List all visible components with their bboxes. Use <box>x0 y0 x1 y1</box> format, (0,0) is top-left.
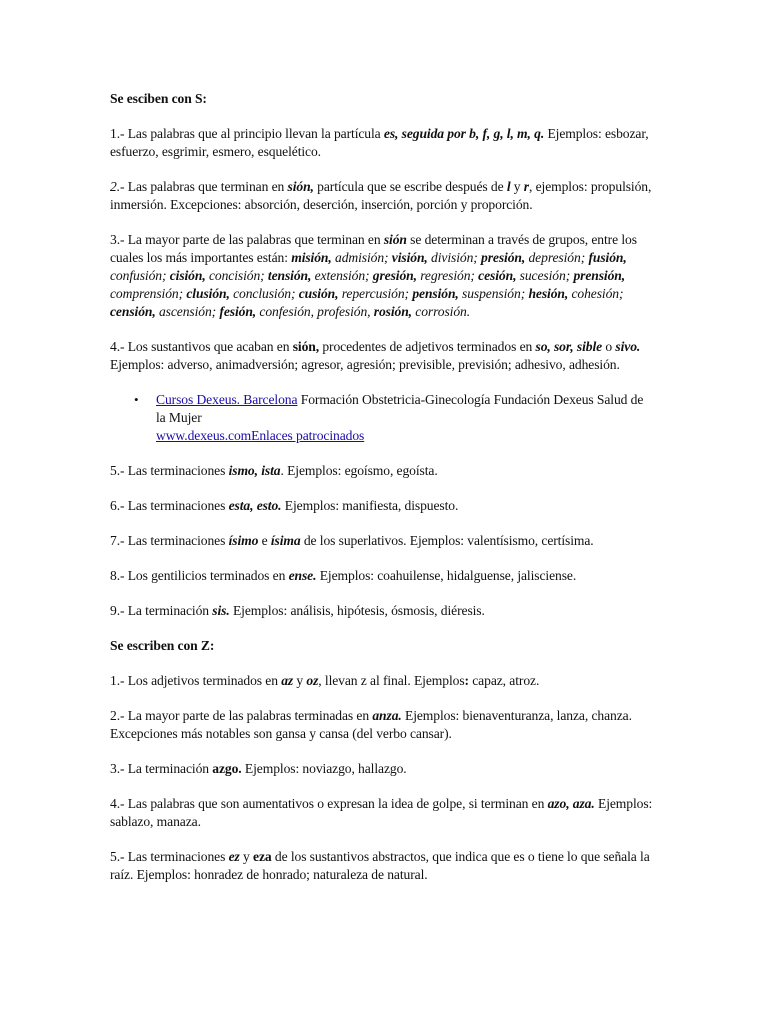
rule-text: Ejemplos: bienaventuranza, lanza, chanza. Excepciones más notables son gansa y cansa (del verbo cansar). <box>110 708 632 741</box>
suffix-group-example: división; <box>427 250 478 265</box>
rule-text: . Ejemplos: egoísmo, egoísta. <box>280 463 438 478</box>
rule-text: 3.- La mayor parte de las palabras que terminan en <box>110 232 384 247</box>
rule-emphasis: sión, <box>287 179 314 194</box>
rule-emphasis: sión, <box>292 339 320 354</box>
rule-emphasis: ez <box>228 849 240 864</box>
rule-text: 5.- Las terminaciones <box>110 463 229 478</box>
rule-emphasis: azgo. <box>212 761 242 776</box>
rule-text: Ejemplos: manifiesta, dispuesto. <box>281 498 459 513</box>
section-heading-z: Se escriben con Z: <box>110 638 215 653</box>
rule-emphasis: oz <box>306 673 319 688</box>
rule-emphasis: ísimo <box>228 533 259 548</box>
suffix-group-example: admisión; <box>331 250 389 265</box>
rule-text: 2.- La mayor parte de las palabras terminadas en <box>110 708 373 723</box>
rule-s-2 <box>110 178 655 214</box>
suffix-group-stem: tensión, <box>267 268 312 283</box>
rule-text: o <box>602 339 616 354</box>
rule-text: capaz, atroz. <box>468 673 540 688</box>
suffix-group-example: repercusión; <box>338 286 409 301</box>
rule-emphasis: eza <box>253 849 272 864</box>
suffix-group-stem: presión, <box>481 250 526 265</box>
suffix-group-example: sucesión; <box>516 268 571 283</box>
rule-text: Ejemplos: análisis, hipótesis, ósmosis, diéresis. <box>229 603 485 618</box>
suffix-group-stem: cusión, <box>298 286 339 301</box>
rule-emphasis: sivo. <box>615 339 641 354</box>
rule-text: 8.- Los gentilicios terminados en <box>110 568 289 583</box>
suffix-group-stem: censión, <box>110 304 156 319</box>
rule-z-1 <box>110 672 655 690</box>
suffix-group-example: concisión; <box>205 268 265 283</box>
rule-s-1 <box>110 125 655 161</box>
rule-text: 1.- Los adjetivos terminados en <box>110 673 282 688</box>
suffix-group-stem: visión, <box>391 250 428 265</box>
rule-emphasis: r <box>523 179 529 194</box>
suffix-group-stem: cesión, <box>478 268 517 283</box>
suffix-group-stem: cisión, <box>169 268 206 283</box>
rule-text: 3.- La terminación <box>110 761 213 776</box>
rule-text: 6.- Las terminaciones <box>110 498 229 513</box>
rule-text: e <box>258 533 271 548</box>
rule-emphasis: l <box>506 179 511 194</box>
suffix-group-example: confusión; <box>110 268 167 283</box>
rule-text: Ejemplos: coahuilense, hidalguense, jalisciense. <box>316 568 577 583</box>
suffix-group-stem: gresión, <box>372 268 417 283</box>
rule-s-5 <box>110 462 655 480</box>
rule-z-5 <box>110 848 655 884</box>
rule-text: 9.- La terminación <box>110 603 213 618</box>
suffix-group-example: regresión; <box>416 268 475 283</box>
rule-text: Ejemplos: esbozar, esfuerzo, esgrimir, esmero, esquelético. <box>110 126 649 159</box>
document-body <box>110 90 655 901</box>
suffix-group-example: conclusión; <box>229 286 296 301</box>
rule-s-6 <box>110 497 655 515</box>
rule-text: Ejemplos: noviazgo, hallazgo. <box>241 761 407 776</box>
bullet-icon: • <box>134 392 139 407</box>
rule-emphasis: ismo, ista <box>228 463 281 478</box>
suffix-group-example: confesión, profesión, <box>256 304 371 319</box>
suffix-group-stem: pensión, <box>412 286 459 301</box>
rule-emphasis: az <box>281 673 294 688</box>
rule-s-3 <box>110 231 655 321</box>
rule-z-2 <box>110 707 655 743</box>
rule-text: y <box>293 673 307 688</box>
ad-description: Formación Obstetricia-Ginecología Fundación Dexeus Salud de la Mujer <box>156 392 644 425</box>
ad-title-link[interactable]: Cursos Dexeus. Barcelona <box>156 392 298 407</box>
sponsored-links-label[interactable]: Enlaces patrocinados <box>251 428 365 443</box>
rule-text: , llevan z al final. Ejemplos <box>318 673 465 688</box>
rule-number: 2.- <box>110 179 125 194</box>
suffix-group-stem: clusión, <box>186 286 230 301</box>
rule-text: 5.- Las terminaciones <box>110 849 229 864</box>
rule-z-3 <box>110 760 655 778</box>
sponsored-link-item <box>134 391 655 445</box>
suffix-group-stem: hesión, <box>528 286 569 301</box>
rule-emphasis: ísima <box>270 533 301 548</box>
rule-emphasis: ense. <box>288 568 317 583</box>
suffix-group-example: suspensión; <box>458 286 526 301</box>
rule-s-9 <box>110 602 655 620</box>
rule-z-4 <box>110 795 655 831</box>
rule-emphasis: azo, aza. <box>547 796 595 811</box>
suffix-group-stem: rosión, <box>373 304 412 319</box>
suffix-group-example: depresión; <box>525 250 586 265</box>
rule-text: , ejemplos: propulsión, inmersión. Excepciones: absorción, deserción, inserción, porción y proporción. <box>110 179 652 212</box>
rule-text: Ejemplos: adverso, animadversión; agresor, agresión; previsible, previsión; adhesivo, adhesión. <box>110 357 620 372</box>
rule-s-7 <box>110 532 655 550</box>
rule-s-8 <box>110 567 655 585</box>
ad-url-link[interactable]: www.dexeus.com <box>156 428 252 443</box>
suffix-group-example: corrosión. <box>411 304 471 319</box>
section-heading-s: Se esciben con S: <box>110 91 207 106</box>
rule-text: y <box>510 179 524 194</box>
rule-text: partícula que se escribe después de <box>313 179 507 194</box>
rule-text: Las palabras que terminan en <box>124 179 288 194</box>
rule-emphasis: so, sor, sible <box>535 339 603 354</box>
rule-emphasis: sis. <box>212 603 230 618</box>
rule-text: se determinan a través de grupos, entre los cuales los más importantes están: <box>110 232 637 265</box>
sponsored-links <box>110 391 655 445</box>
rule-text: 1.- Las palabras que al principio llevan la partícula <box>110 126 384 141</box>
rule-text: Ejemplos: sablazo, manaza. <box>110 796 653 829</box>
suffix-group-example: cohesión; <box>568 286 624 301</box>
suffix-group-stem: fesión, <box>219 304 257 319</box>
rule-emphasis: es, seguida por b, f, g, l, m, q. <box>383 126 545 141</box>
rule-emphasis: : <box>464 673 469 688</box>
rule-text: y <box>239 849 254 864</box>
rule-text: procedentes de adjetivos terminados en <box>319 339 536 354</box>
rule-text: 4.- Las palabras que son aumentativos o expresan la idea de golpe, si terminan en <box>110 796 548 811</box>
rule-emphasis: esta, esto. <box>228 498 282 513</box>
rule-text: de los superlativos. Ejemplos: valentísismo, certísima. <box>300 533 594 548</box>
rule-emphasis: sión <box>383 232 407 247</box>
suffix-group-stem: fusión, <box>588 250 627 265</box>
rule-emphasis: anza. <box>372 708 402 723</box>
rule-s-4 <box>110 338 655 374</box>
suffix-group-stem: misión, <box>291 250 332 265</box>
suffix-group-example: comprensión; <box>110 286 184 301</box>
suffix-group-stem: prensión, <box>573 268 626 283</box>
suffix-group-example: ascensión; <box>155 304 217 319</box>
rule-text: de los sustantivos abstractos, que indica que es o tiene lo que señala la raíz. Ejemplos: honradez de honrado; naturaleza de natural. <box>110 849 650 882</box>
rule-text: 7.- Las terminaciones <box>110 533 229 548</box>
suffix-group-example: extensión; <box>311 268 370 283</box>
rule-text: 4.- Los sustantivos que acaban en <box>110 339 293 354</box>
